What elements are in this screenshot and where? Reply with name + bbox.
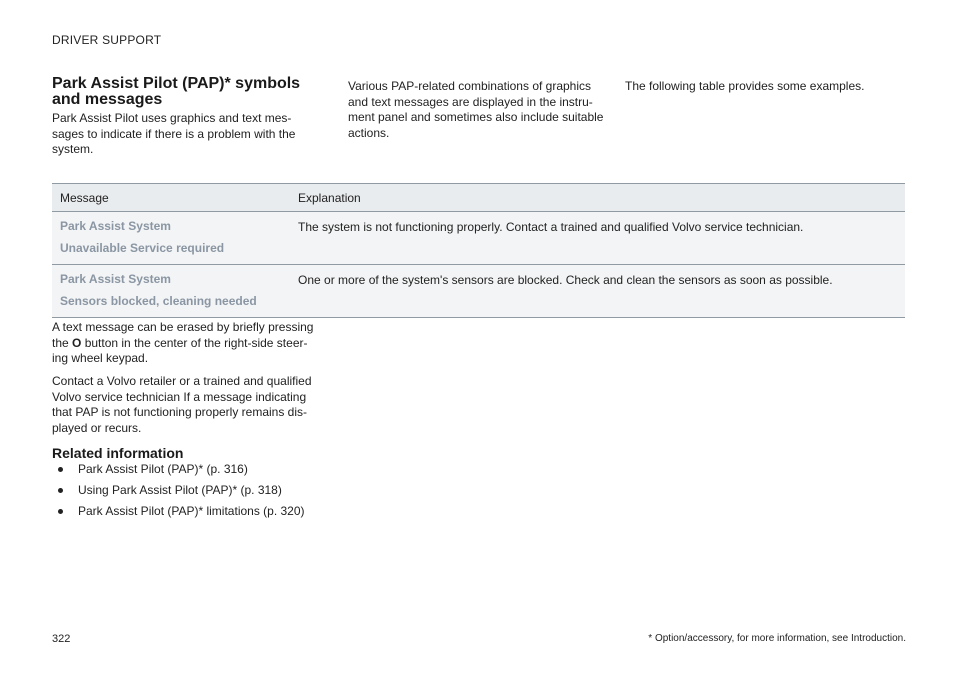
explanation-cell: One or more of the system's sensors are blocked. Check and clean the sensors as soon as possible. (290, 265, 905, 318)
erase-text-before: A text message can be erased by briefly pressing the (52, 320, 314, 350)
bullet-icon (58, 467, 63, 472)
message-line-2: Unavailable Service required (60, 241, 225, 255)
intro-paragraph-3: The following table provides some examples. (625, 79, 865, 93)
table-row (52, 212, 905, 265)
related-link-label: Using Park Assist Pilot (PAP)* (p. 318) (78, 483, 282, 497)
header-explanation: Explanation (290, 184, 905, 212)
message-cell (52, 212, 290, 265)
table-header-row (52, 184, 905, 212)
contact-paragraph: Contact a Volvo retailer or a trained and qualified Volvo service technician If a message indicating that PAP is not functioning properly remains dis-played or recurs. (52, 374, 312, 435)
related-link[interactable] (52, 483, 305, 504)
related-list (52, 462, 305, 525)
related-link[interactable] (52, 504, 305, 525)
message-line-1: Park Assist System (60, 219, 171, 233)
message-line-2: Sensors blocked, cleaning needed (60, 294, 257, 308)
related-link-label: Park Assist Pilot (PAP)* limitations (p. 320) (78, 504, 305, 518)
o-button-label: O (72, 335, 82, 350)
table-row (52, 265, 905, 318)
section-header: DRIVER SUPPORT (52, 33, 162, 47)
message-line-1: Park Assist System (60, 272, 171, 286)
footnote: * Option/accessory, for more information, see Introduction. (648, 633, 906, 644)
intro-paragraph-2: Various PAP-related combinations of graphics and text messages are displayed in the instru-ment panel and sometimes also include suitable actions. (348, 79, 604, 140)
related-link[interactable] (52, 462, 305, 483)
page-title: Park Assist Pilot (PAP)* symbols and messages (52, 75, 301, 108)
message-cell (52, 265, 290, 318)
related-link-label: Park Assist Pilot (PAP)* (p. 316) (78, 462, 248, 476)
intro-paragraph-1: Park Assist Pilot uses graphics and text mes-sages to indicate if there is a problem with the system. (52, 111, 296, 156)
header-message: Message (52, 184, 290, 212)
related-heading: Related information (52, 445, 184, 461)
messages-table (52, 183, 905, 318)
bullet-icon (58, 509, 63, 514)
erase-message-paragraph (52, 320, 322, 367)
page-number: 322 (52, 633, 71, 645)
bullet-icon (58, 488, 63, 493)
erase-text-after: button in the center of the right-side steer-ing wheel keypad. (52, 335, 308, 365)
explanation-cell: The system is not functioning properly. Contact a trained and qualified Volvo service technician. (290, 212, 905, 265)
